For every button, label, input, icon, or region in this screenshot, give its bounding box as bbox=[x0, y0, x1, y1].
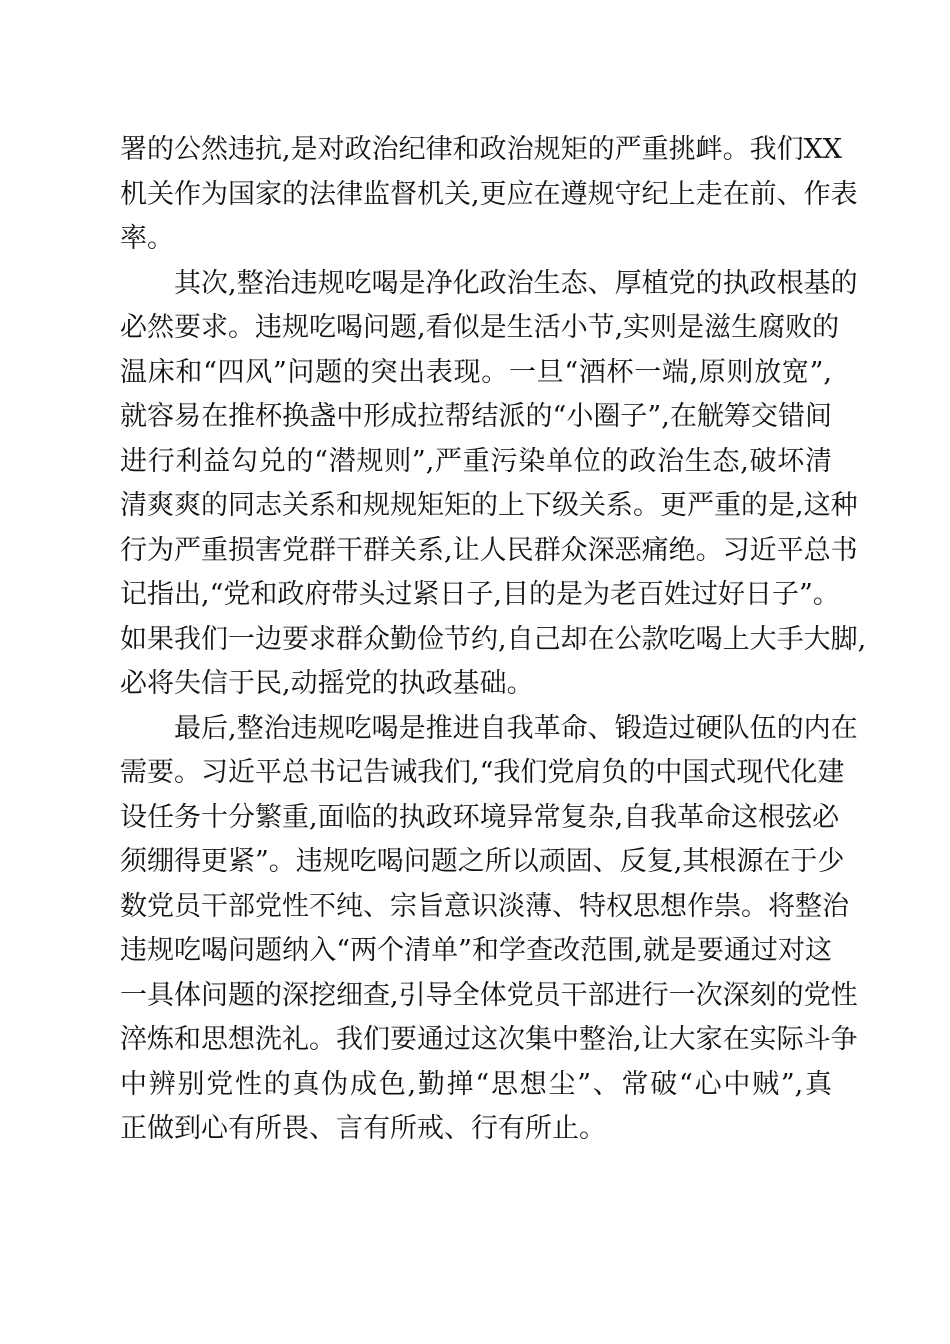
text-line: 中辨别党性的真伪成色,勤掸“思想尘”、常破“心中贼”,真 bbox=[120, 1068, 832, 1100]
text-line: 数党员干部党性不纯、宗旨意识淡薄、特权思想作祟。将整治 bbox=[120, 890, 849, 922]
text-line: 必然要求。违规吃喝问题,看似是生活小节,实则是滋生腐败的 bbox=[120, 312, 840, 343]
text-line: 率。 bbox=[120, 223, 174, 254]
text-line: 一具体问题的深挖细查,引导全体党员干部进行一次深刻的党性 bbox=[120, 979, 858, 1011]
text-line: 淬炼和思想洗礼。我们要通过这次集中整治,让大家在实际斗争 bbox=[120, 1024, 858, 1055]
text-line: 进行利益勾兑的“潜规则”,严重污染单位的政治生态,破坏清 bbox=[120, 445, 832, 477]
text-line: 机关作为国家的法律监督机关,更应在遵规守纪上走在前、作表 bbox=[120, 178, 858, 210]
text-line: 行为严重损害党群干群关系,让人民群众深恶痛绝。习近平总书 bbox=[120, 534, 858, 566]
text-line: 如果我们一边要求群众勤俭节约,自己却在公款吃喝上大手大脚, bbox=[120, 623, 867, 655]
text-line: 温床和“四风”问题的突出表现。一旦“酒杯一端,原则放宽”, bbox=[120, 356, 832, 388]
paragraph-start-line: 其次,整治违规吃喝是净化政治生态、厚植党的执政根基的 bbox=[174, 267, 858, 299]
text-line: 就容易在推杯换盏中形成拉帮结派的“小圈子”,在觥筹交错间 bbox=[120, 401, 832, 432]
text-line: 正做到心有所畏、言有所戒、行有所止。 bbox=[120, 1113, 606, 1144]
text-line: 设任务十分繁重,面临的执政环境异常复杂,自我革命这根弦必 bbox=[120, 801, 840, 833]
body-text bbox=[120, 128, 867, 1152]
text-line: 违规吃喝问题纳入“两个清单”和学查改范围,就是要通过对这 bbox=[120, 935, 832, 966]
text-line: 记指出,“党和政府带头过紧日子,目的是为老百姓过好日子”。 bbox=[120, 579, 840, 610]
paragraph-start-line: 最后,整治违规吃喝是推进自我革命、锻造过硬队伍的内在 bbox=[174, 712, 858, 744]
text-line: 必将失信于民,动摇党的执政基础。 bbox=[120, 668, 534, 699]
text-line: 署的公然违抗,是对政治纪律和政治规矩的严重挑衅。我们XX bbox=[120, 134, 843, 165]
text-line: 清爽爽的同志关系和规规矩矩的上下级关系。更严重的是,这种 bbox=[120, 490, 858, 521]
text-line: 需要。习近平总书记告诫我们,“我们党肩负的中国式现代化建 bbox=[120, 757, 845, 788]
text-line: 须绷得更紧”。违规吃喝问题之所以顽固、反复,其根源在于少 bbox=[120, 846, 845, 877]
